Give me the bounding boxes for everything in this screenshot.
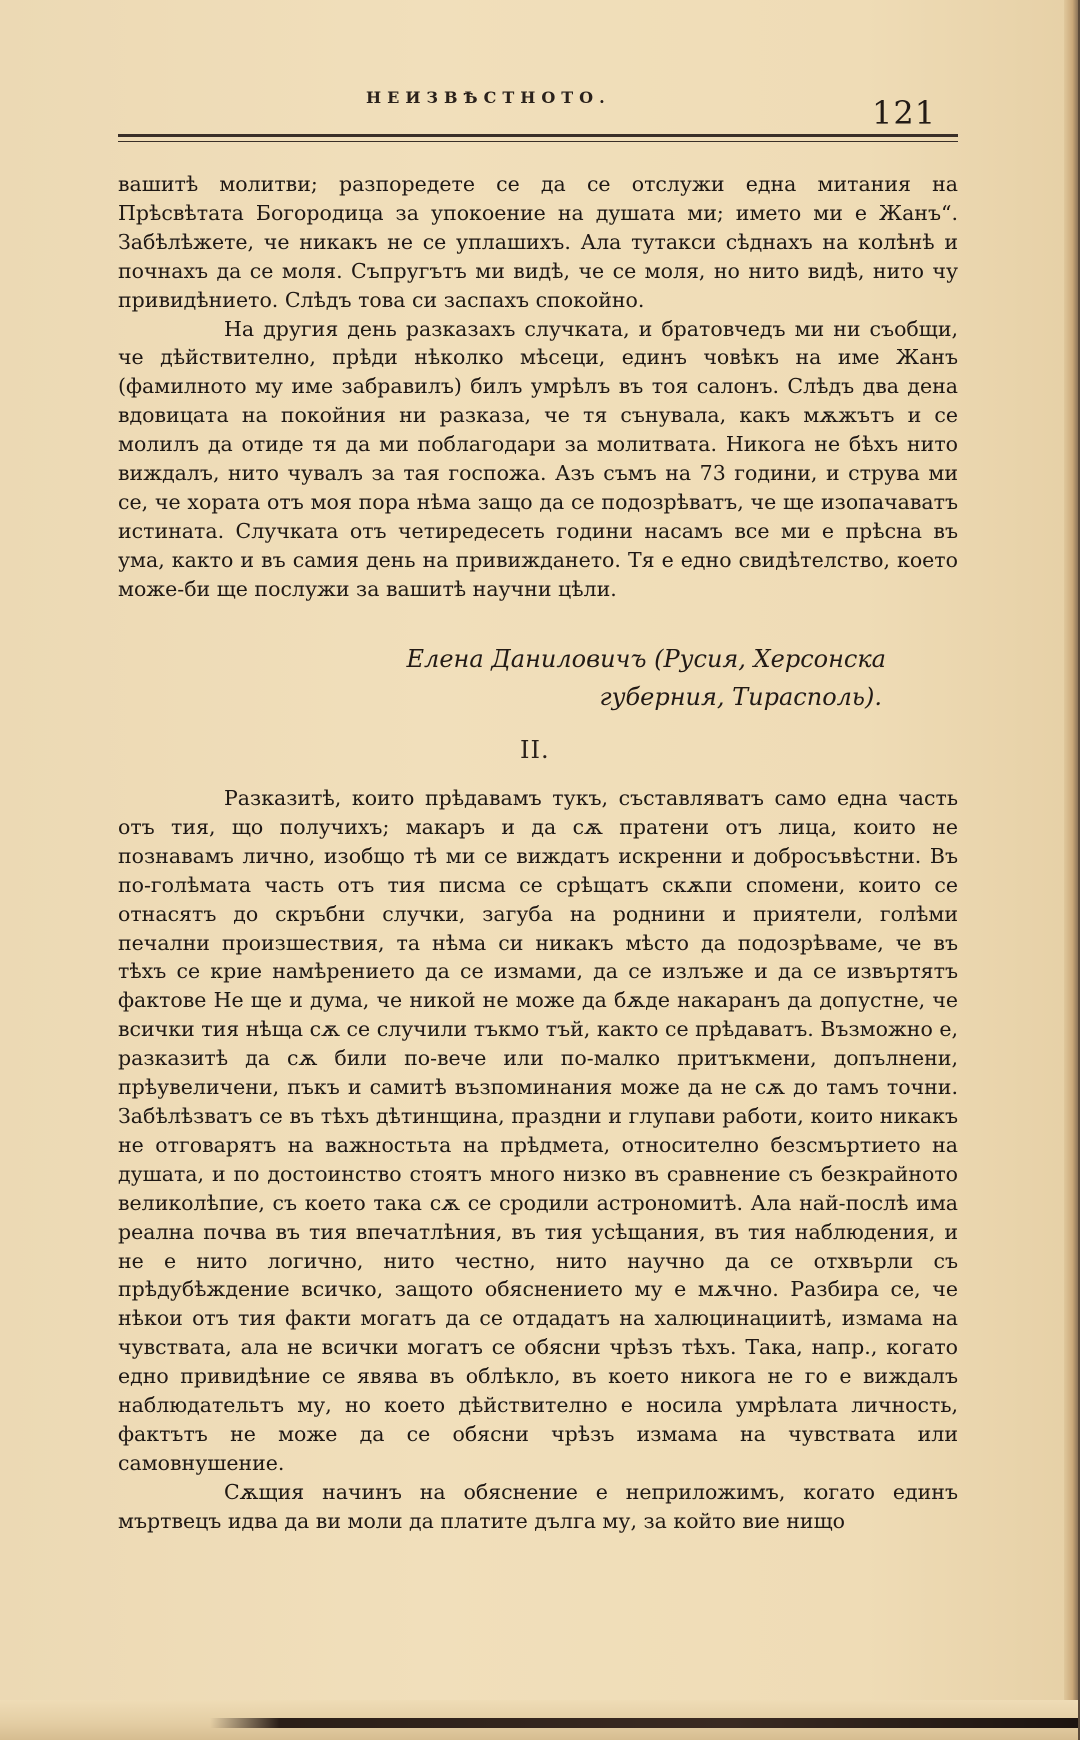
page-edge xyxy=(1064,0,1078,1740)
body-text-part1 xyxy=(118,170,958,604)
paragraph: На другия день разказахъ случката, и братовчедъ ми ни съобщи, че дѣйствително, прѣди нѣколко мѣсеци, единъ човѣкъ на име Жанъ (фамилното му име забравилъ) билъ умрѣлъ въ тоя салонъ. Слѣдъ два дена вдовицата на покойния ни разказа, че тя сънувала, какъ мѫжътъ и се молилъ да отиде тя да ми поблагодари за молитвата. Никога не бѣхъ нито виждалъ, нито чувалъ за тая госпожа. Азъ съмъ на 73 години, и струва ми се, че хората отъ моя пора нѣма защо да се подозрѣватъ, че ще изопачаватъ истината. Случката отъ четиредесеть години насамъ все ми е прѣсна въ ума, както и въ самия день на привиждането. Тя е едно свидѣтелство, което може-би ще послужи за вашитѣ научни цѣли. xyxy=(118,316,958,601)
signature-line-2: губерния, Тирасполь). xyxy=(599,683,882,711)
section-heading: II. xyxy=(520,736,550,764)
signature-line-1: Елена Даниловичъ (Русия, Херсонска xyxy=(406,645,886,673)
binding-stripe xyxy=(210,1718,1078,1728)
paragraph-continuation: вашитѣ молитви; разпоредете се да се отслужи една митания на Прѣсвѣтата Богородица за упокоение на душата ми; името ми е Жанъ“. Забѣлѣжете, че никакъ не се уплашихъ. Ала тутакси сѣднахъ на колѣнѣ и почнахъ да се моля. Съпругътъ ми видѣ, че се моля, но нито видѣ, нито чу привидѣнието. Слѣдъ това си заспахъ спокойно. xyxy=(118,172,958,312)
header-rule-thick xyxy=(118,134,958,137)
paragraph: Разказитѣ, които прѣдавамъ тукъ, съставляватъ само една часть отъ тия, що получихъ; макаръ и да сѫ пратени отъ лица, които не познавамъ лично, изобщо тѣ ми се виждатъ искренни и добросъвѣстни. Въ по-голѣмата часть отъ тия писма се срѣщатъ скѫпи спомени, които се отнасятъ до скръбни случки, загуба на роднини и приятели, голѣми печални произшествия, та нѣма си никакъ мѣсто да подозрѣваме, че въ тѣхъ се крие намѣрението да се измами, да се излъже и да се извъртятъ фактове Не ще и дума, че никой не може да бѫде накаранъ да допустне, че всички тия нѣща сѫ се случили тъкмо тъй, както се прѣдаватъ. Възможно е, разказитѣ да сѫ били по-вече или по-малко притъкмени, допълнени, прѣувеличени, пъкъ и самитѣ възпоминания може да не сѫ до тамъ точни. Забѣлѣзватъ се въ тѣхъ дѣтинщина, праздни и глупави работи, които никакъ не отговарятъ на важностьта на прѣдмета, относително безсмъртието на душата, и по достоинство стоятъ много низко въ сравнение съ безкрайното великолѣпие, съ което така сѫ се сродили астрономитѣ. Ала най-послѣ има реална почва въ тия впечатлѣния, въ тия усѣщания, въ тия наблюдения, и не е нито логично, нито честно, нито научно да се отхвърли съ прѣдубѣждение всичко, защото обяснението му е мѫчно. Разбира се, че нѣкои отъ тия факти могатъ да се отдадатъ на халюцинациитѣ, измама на чувствата, ала не всички могатъ се обясни чрѣзъ тѣхъ. Така, напр., когато едно привидѣние се явява въ облѣкло, въ което никога не го е виждалъ наблюдательтъ му, но което дѣйствително е носила умрѣлата личность, фактътъ не може да се обясни чрѣзъ измама на чувствата или самовнушение. xyxy=(118,786,958,1475)
body-text-part2 xyxy=(118,784,958,1536)
running-title: НЕИЗВѢСТНОТО. xyxy=(366,88,611,107)
header-rule-thin xyxy=(118,141,958,142)
paragraph: Сѫщия начинъ на обяснение е неприложимъ, когато единъ мъртвецъ идва да ви моли да платите дълга му, за който вие нищо xyxy=(118,1479,958,1533)
page-number: 121 xyxy=(872,94,937,132)
